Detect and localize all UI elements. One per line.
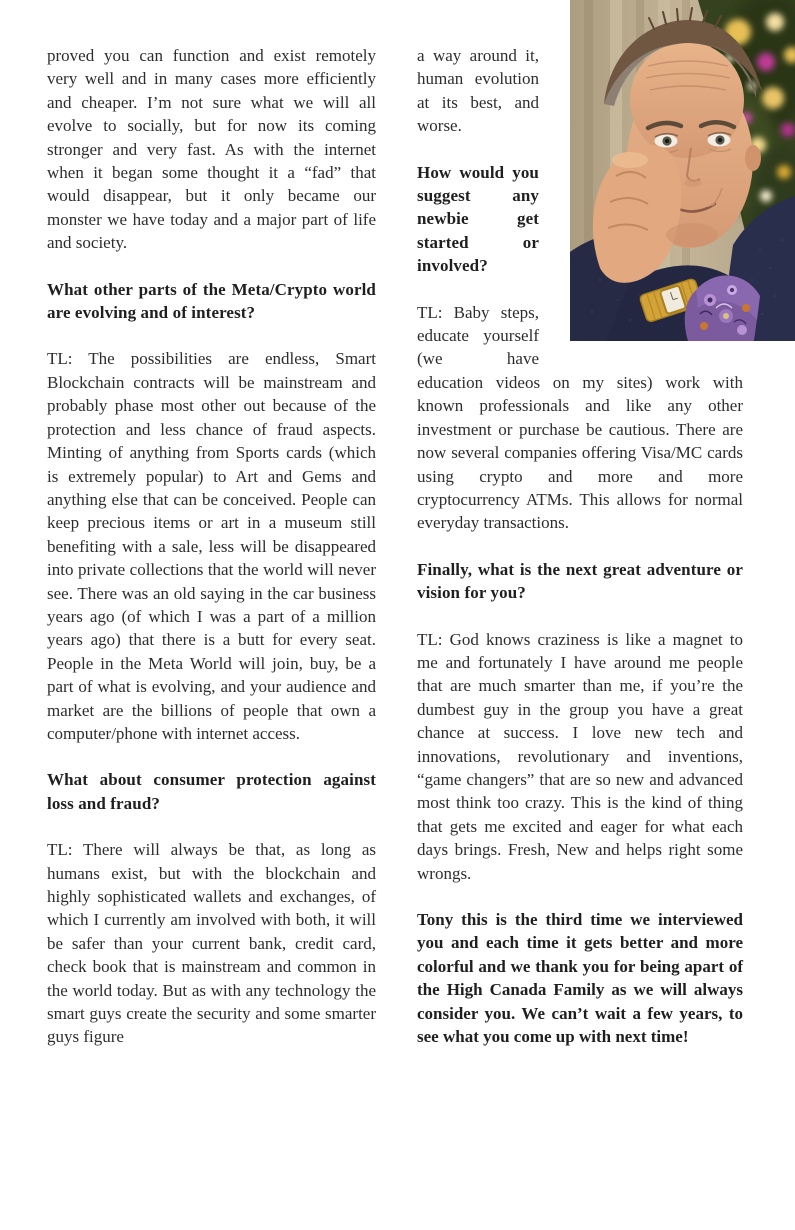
question-heading: What other parts of the Meta/Crypto world are evolving and of interest?	[47, 279, 376, 323]
article-paragraph: a way around it, human evolution at its best, and worse.	[417, 46, 539, 136]
article-paragraph: TL: God knows craziness is like a magnet to me and fortunately I have around me people that are much smarter than me, if you’re the dumbest guy in the group you have a great chance at success. I love new tech and innovations, revolutionary and inventions, “game changers” that are so new and advanced most think too crazy. This is the kind of thing that gets me excited and eager for what each days brings. Fresh, New and helps right some wrongs.	[417, 629, 743, 883]
article-paragraph: TL: The possibilities are endless, Smart Blockchain contracts will be mainstream and probably phase most other out because of the protection and less chance of fraud aspects. Minting of anything from Sports cards (which is extremely popular) to Art and Gems and anything else that can be conceived. People can keep precious items or art in a museum still benefiting with a sale, less will be disappeared into private collections that the world will never see. There was an old saying in the car business years ago (of which I was a part of a million years ago) that there is a butt for every seat. People in the Meta World will join, buy, be a part of what is evolving, and your audience and market are the billions of people that own a computer/phone with internet access.	[47, 349, 376, 743]
article-paragraph: proved you can function and exist remotely very well and in many cases more efficiently and cheaper. I’m not sure what we will all evolve to socially, but for now its coming stronger and very fast. As with the internet when it began some thought it a “fad” that would disappear, but it only became our monster we have today and a major part of life and society.	[47, 46, 376, 253]
question-heading: How would you suggest any newbie get started or involved?	[417, 162, 539, 276]
portrait-photo-svg	[570, 0, 795, 341]
article-paragraph: Tony this is the third time we interviewed you and each time it gets better and more colorful and we thank you for being apart of the High Canada Family as we will always consider you. We can’t wait a few years, to see what you come up with next time!	[417, 910, 743, 1047]
article-paragraph: TL: Baby steps, educate yourself (we have education videos on my sites) work with known professionals and like any other investment or purchase be cautious. There are now several companies offering Visa/MC cards using crypto and more and more cryptocurrency ATMs. This allows for normal everyday transactions.	[417, 302, 743, 533]
question-heading: Finally, what is the next great adventure or vision for you?	[417, 559, 743, 603]
left-column	[47, 44, 376, 1072]
question-heading: What about consumer protection against loss and fraud?	[47, 770, 376, 813]
article-paragraph: TL: There will always be that, as long as humans exist, but with the blockchain and highly sophisticated wallets and exchanges, of which I currently am involved with both, it will be safer than your current bank, credit card, check book that is mainstream and common in the world today. But as with any technology the smart guys create the security and some smarter guys figure	[47, 840, 376, 1047]
portrait-photo	[570, 0, 795, 341]
